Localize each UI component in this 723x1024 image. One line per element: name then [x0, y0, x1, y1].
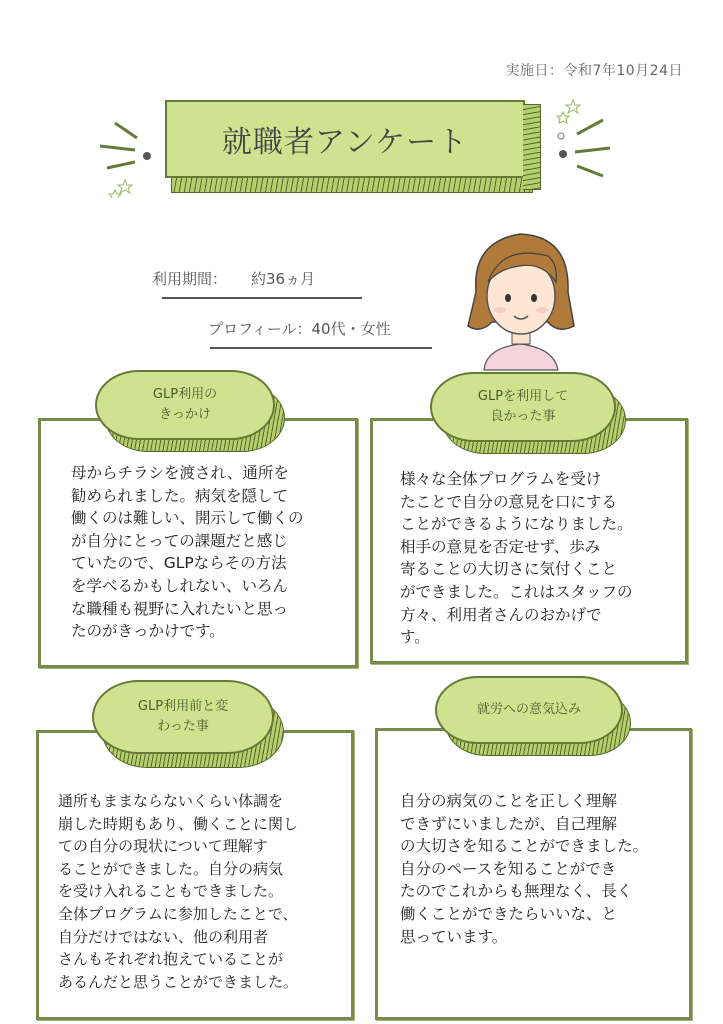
usage-period-value: 約36ヵ月 — [251, 270, 316, 288]
section-tag-benefits — [430, 372, 630, 457]
section-tag-label: 良かった事 — [490, 409, 556, 424]
title-banner — [165, 100, 545, 196]
section-tag-label: GLP利用前と変 — [137, 699, 229, 714]
section-tag-label: GLP利用の — [152, 387, 218, 402]
page-title: 就職者アンケート — [221, 125, 469, 160]
profile-info: プロフィール：40代・女性 — [208, 320, 391, 338]
section-tag-label: きっかけ — [158, 407, 211, 422]
usage-period — [152, 268, 315, 289]
section-body-benefits: 様々な全体プログラムを受け たことで自分の意見を口にする ことができるようになりました。 相手の意見を否定せず、歩み 寄ることの大切さに気付くこと ができました。これはスタッフの 方々、利用者さんのおかげで す。 — [400, 470, 633, 647]
section-tag-label: わった事 — [157, 719, 209, 734]
woman-avatar-icon — [462, 222, 580, 372]
section-tag-label: GLPを利用して — [477, 389, 569, 404]
section-tag-changes — [92, 680, 287, 772]
usage-period-label: 利用期間： — [152, 270, 228, 288]
section-tag-aspirations — [435, 676, 635, 760]
sparkle-rays-right-icon — [555, 92, 615, 202]
section-tag-motivation — [95, 370, 290, 455]
section-body-changes: 通所もままならないくらい体調を 崩した時期もあり、働くことに関し ての自分の現状について理解す ることができました。自分の病気 を受け入れることもできました。 全体プログラムに参加したことで、 自分だけではない、他の利用者 さんもそれぞれ抱えていることが あるんだと思うことができました。 — [58, 792, 299, 991]
divider — [162, 297, 362, 299]
section-body-motivation: 母からチラシを渡され、通所を 勧められました。病気を隠して 働くのは難しい、開示して働くの が自分にとっての課題だと感じ ていたので、GLPならその方法 を学べるかもしれない、いろん な職種も視野に入れたいと思っ たのがきっかけです。 — [71, 464, 304, 641]
divider — [210, 347, 432, 349]
section-body-aspirations: 自分の病気のことを正しく理解 できずにいましたが、自己理解 の大切さを知ることができました。 自分のペースを知ることができ たのでこれからも無理なく、長く 働くことができたらいいな、と 思っています。 — [400, 792, 649, 946]
section-tag-label: 就労への意気込み — [476, 702, 581, 717]
sparkle-rays-left-icon — [95, 118, 155, 198]
survey-date: 実施日：令和7年10月24日 — [505, 63, 683, 79]
